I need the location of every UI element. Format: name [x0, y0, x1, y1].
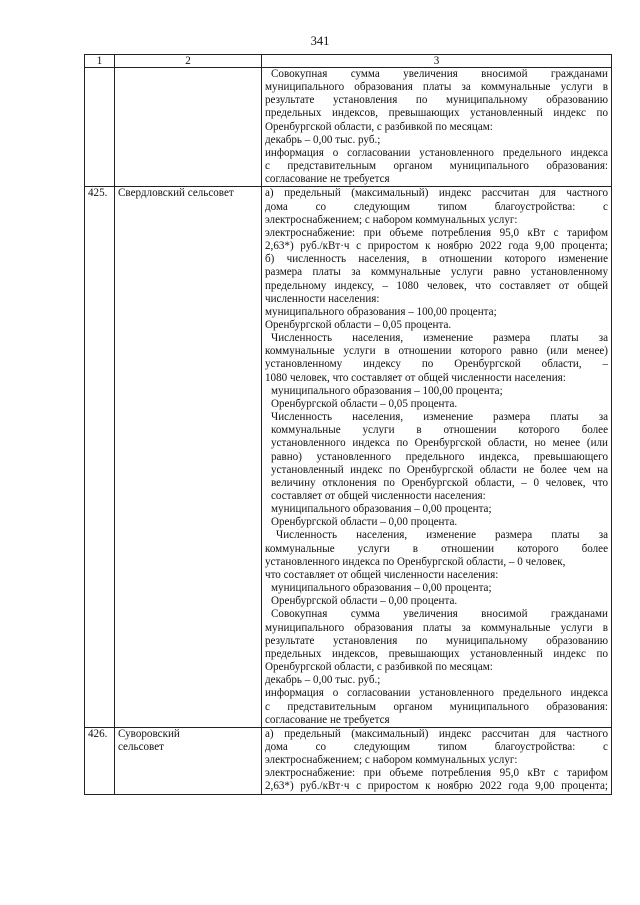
description-line: коммунальные услуги в отношении которого равно (или менее): [265, 345, 608, 358]
table-row: [85, 187, 612, 727]
tariff-index-table: [84, 54, 612, 795]
description-line: предельному индексу, – 1080 человек, что составляет от общей: [265, 279, 608, 292]
description-line: 2,63*) руб./кВт·ч с приростом к ноябрю 2022 года 9,00 процента;: [265, 240, 608, 253]
description-line: муниципального образования – 0,00 процента;: [271, 582, 492, 595]
description-line: 1080 человек, что составляет от общей численности населения:: [265, 371, 566, 384]
description-line: составляет от общей численности населения:: [271, 490, 486, 502]
municipality-name: [115, 68, 262, 187]
description-line: Численность населения, изменение размера платы за: [271, 411, 608, 424]
description-line: муниципального образования – 100,00 процента;: [265, 305, 497, 318]
description-line: электроснабжением; с набором коммунальных услуг:: [265, 213, 518, 226]
description-line: коммунальные услуги в отношении которого более: [265, 542, 608, 555]
column-header-3: 3: [262, 55, 612, 68]
row-number: [85, 68, 115, 187]
description-line: размера платы за коммунальные услуги равно установленному: [265, 266, 608, 279]
table-row: [85, 727, 612, 794]
description-line: Оренбургской области – 0,00 процента.: [271, 516, 458, 529]
description-line: 2,63*) руб./кВт·ч с приростом к ноябрю 2022 года 9,00 процента;: [265, 780, 608, 793]
description-line: информация о согласовании установленного предельного индекса: [265, 146, 608, 159]
description-line: величину отклонения по Оренбургской области, – 0 человек, что: [271, 476, 608, 489]
municipality-name: [115, 727, 262, 794]
description-line: что составляет от общей численности населения:: [265, 568, 499, 581]
index-description: [262, 187, 612, 727]
description-line: установленного индекса по Оренбургской области, но менее (или: [271, 437, 608, 450]
description-line: с представительным органом муниципального образования:: [265, 700, 608, 713]
column-header-2: 2: [115, 55, 262, 68]
description-line: электроснабжением; с набором коммунальных услуг:: [265, 754, 518, 767]
description-line: декабрь – 0,00 тыс. руб.;: [265, 133, 381, 146]
description-line: Совокупная сумма увеличения вносимой гражданами: [271, 68, 608, 80]
description-line: электроснабжение: при объеме потребления 95,0 кВт с тарифом: [265, 226, 608, 239]
description-line: установленный индекс по Оренбургской области не более чем на: [271, 463, 608, 476]
page-number: 341: [310, 34, 330, 48]
description-line: результате установления по муниципальному образованию: [265, 94, 608, 107]
description-line: Численность населения, изменение размера платы за: [276, 529, 608, 542]
municipality-name-line: Суворовский: [118, 727, 180, 740]
description-line: предельных индексов, превышающих установленный индекс по: [265, 647, 608, 660]
municipality-name-line: сельсовет: [118, 740, 164, 753]
description-line: Оренбургской области, с разбивкой по месяцам:: [265, 661, 493, 674]
column-header-1: 1: [85, 55, 115, 68]
description-line: информация о согласовании установленного предельного индекса: [265, 687, 608, 700]
description-line: Совокупная сумма увеличения вносимой гражданами: [271, 608, 608, 621]
row-number: 426.: [85, 727, 115, 794]
description-line: муниципального образования платы за коммунальные услуги в: [265, 621, 608, 634]
table-header-row: [85, 55, 612, 68]
description-line: предельных индексов, превышающих установленный индекс по: [265, 107, 608, 120]
description-line: Оренбургской области – 0,05 процента.: [265, 318, 452, 331]
description-line: декабрь – 0,00 тыс. руб.;: [265, 674, 381, 687]
description-line: дома со следующим типом благоустройства: с: [265, 200, 608, 213]
description-line: муниципального образования платы за коммунальные услуги в: [265, 81, 608, 94]
description-line: коммунальные услуги в отношении которого более: [271, 424, 608, 437]
description-line: муниципального образования – 100,00 процента;: [271, 384, 503, 397]
index-description: [262, 68, 612, 187]
description-line: Оренбургской области – 0,00 процента.: [271, 595, 458, 608]
row-number: 425.: [85, 187, 115, 727]
description-line: а) предельный (максимальный) индекс рассчитан для частного: [265, 727, 608, 740]
municipality-name-line: Свердловский сельсовет: [118, 187, 234, 200]
description-line: с представительным органом муниципального образования:: [265, 160, 608, 173]
municipality-name: [115, 187, 262, 727]
description-line: согласование не требуется: [265, 713, 390, 726]
description-line: Оренбургской области, с разбивкой по месяцам:: [265, 120, 493, 133]
description-line: муниципального образования – 0,00 процента;: [271, 503, 492, 516]
description-line: дома со следующим типом благоустройства: с: [265, 740, 608, 753]
description-line: а) предельный (максимальный) индекс рассчитан для частного: [265, 187, 608, 200]
index-description: [262, 727, 612, 794]
description-line: б) численность населения, в отношении которого изменение: [265, 253, 608, 266]
description-line: установленному индексу по Оренбургской области, –: [265, 358, 608, 371]
description-line: согласование не требуется: [265, 173, 390, 186]
description-line: результате установления по муниципальному образованию: [265, 634, 608, 647]
description-line: Численность населения, изменение размера платы за: [271, 332, 608, 345]
description-line: электроснабжение: при объеме потребления 95,0 кВт с тарифом: [265, 767, 608, 780]
table-row: [85, 68, 612, 187]
description-line: равно) установленного предельного индекса, превышающего: [271, 450, 608, 463]
description-line: численности населения:: [265, 292, 380, 305]
description-line: Оренбургской области – 0,05 процента.: [271, 397, 458, 410]
description-line: установленного индекса по Оренбургской области, – 0 человек,: [265, 555, 566, 568]
